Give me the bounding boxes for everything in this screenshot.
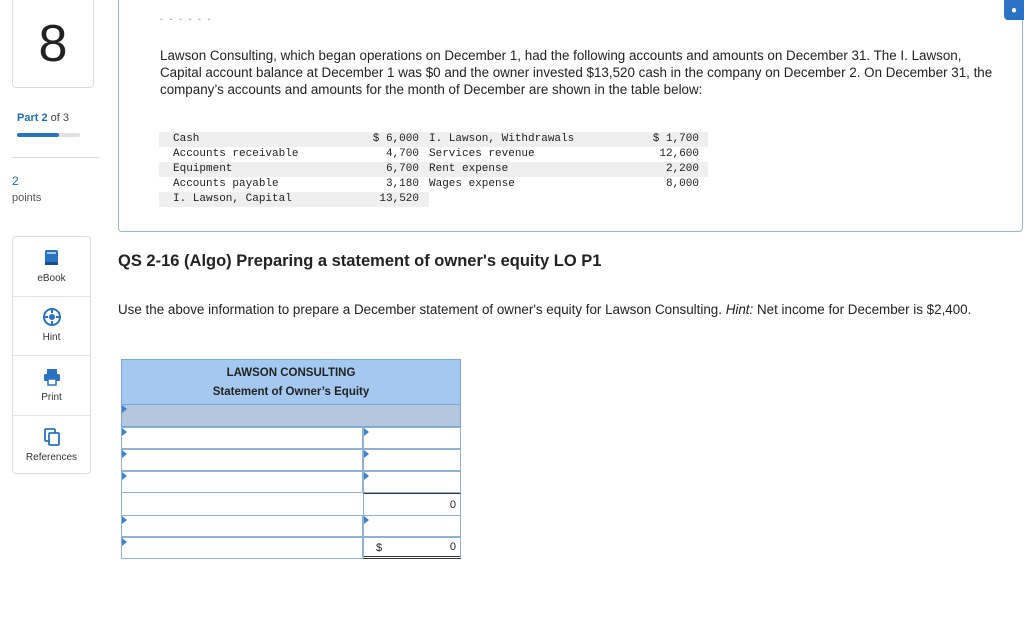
table-row (159, 162, 708, 177)
tools-panel (12, 236, 91, 474)
printer-icon (43, 368, 61, 386)
hint-text: Net income for December is $2,400. (757, 302, 972, 317)
part-number: 2 (41, 112, 48, 124)
account-name: Services revenue (429, 148, 535, 160)
points-label: points (12, 192, 42, 204)
table-row (159, 132, 708, 147)
references-label: References (25, 451, 78, 463)
hint-label: Hint (42, 332, 61, 344)
part-of-text: of 3 (50, 112, 70, 124)
account-name: Rent expense (429, 163, 509, 175)
account-amount: 2,200 (665, 163, 699, 175)
instructions-text: Use the above information to prepare a December statement of owner's equity for Lawson Consulting. (118, 302, 722, 317)
part-progress-bar (17, 133, 80, 137)
worksheet-header (121, 359, 461, 405)
worksheet-row (121, 427, 461, 449)
table-row (159, 147, 708, 162)
ebook-label: eBook (37, 272, 66, 284)
references-icon (43, 428, 61, 446)
corner-icon: ● (1010, 4, 1018, 16)
subtotal-value: 0 (363, 493, 461, 515)
question-title: QS 2-16 (Algo) Preparing a statement of owner's equity LO P1 (118, 252, 602, 270)
amount-input[interactable] (363, 449, 461, 471)
account-name: I. Lawson, Capital (173, 193, 292, 205)
points-value: 2 (12, 174, 19, 188)
worksheet-subtotal-row (121, 493, 461, 515)
dropdown-marker-icon (364, 450, 369, 458)
worksheet-row (121, 449, 461, 471)
account-name: Accounts payable (173, 178, 279, 190)
statement-worksheet (121, 359, 461, 559)
hint-icon (43, 308, 61, 326)
dropdown-marker-icon (364, 428, 369, 436)
dropdown-marker-icon (122, 538, 127, 546)
subtotal-label-cell (121, 493, 363, 515)
account-amount: 4,700 (385, 148, 419, 160)
dropdown-marker-icon (364, 516, 369, 524)
print-label: Print (41, 391, 62, 403)
account-amount: 12,600 (659, 148, 699, 160)
currency-symbol: $ (376, 542, 383, 554)
dropdown-marker-icon (122, 450, 127, 458)
label-dropdown[interactable] (121, 537, 363, 559)
cut-off-text: - - - - - - (160, 14, 213, 24)
account-amount: 8,000 (665, 178, 699, 190)
book-icon (43, 249, 61, 267)
part-progress-fill (17, 133, 59, 137)
worksheet-row (121, 471, 461, 493)
account-name: Accounts receivable (173, 148, 299, 160)
print-button[interactable] (13, 356, 90, 416)
dropdown-marker-icon (122, 405, 127, 413)
corner-button[interactable] (1004, 0, 1024, 20)
references-button[interactable] (13, 416, 90, 476)
dropdown-marker-icon (364, 472, 369, 480)
account-name: Equipment (173, 163, 233, 175)
hint-label-inline: Hint: (725, 302, 754, 317)
total-value: 0 (449, 541, 456, 553)
rail-divider (12, 157, 99, 158)
table-row (159, 177, 708, 192)
dropdown-marker-icon (122, 516, 127, 524)
accounts-table (159, 132, 708, 207)
account-name: Cash (173, 133, 200, 145)
table-row (159, 192, 429, 207)
company-name: LAWSON CONSULTING (226, 366, 356, 379)
part-label: Part (17, 112, 39, 124)
label-dropdown[interactable] (121, 515, 363, 537)
amount-input[interactable] (363, 515, 461, 537)
dropdown-marker-icon (122, 428, 127, 436)
part-indicator (17, 112, 69, 124)
instructions (118, 301, 1023, 318)
amount-input[interactable] (363, 427, 461, 449)
label-dropdown[interactable] (121, 471, 363, 493)
total-value-cell (363, 537, 461, 559)
label-dropdown[interactable] (121, 449, 363, 471)
account-amount: $ 1,700 (652, 133, 699, 145)
dropdown-marker-icon (122, 472, 127, 480)
hint-button[interactable] (13, 297, 90, 357)
ebook-button[interactable] (13, 237, 90, 297)
worksheet-row (121, 515, 461, 537)
account-amount: 6,700 (385, 163, 419, 175)
account-amount: 13,520 (379, 193, 419, 205)
account-amount: 3,180 (385, 178, 419, 190)
statement-title: Statement of Owner’s Equity (212, 385, 370, 398)
problem-intro: Lawson Consulting, which began operations on December 1, had the following accounts and amounts on December 31. The I. Lawson, Capital account balance at December 1 was $0 and the owner invested $13,520 cash in the company on December 2. On December 31, the company’s accounts and amounts for the month of December are shown in the table below: (160, 48, 993, 97)
question-number: 8 (12, 0, 94, 88)
amount-input[interactable] (363, 471, 461, 493)
label-dropdown[interactable] (121, 427, 363, 449)
account-amount: $ 6,000 (372, 133, 419, 145)
period-dropdown[interactable] (121, 405, 461, 427)
worksheet-total-row (121, 537, 461, 559)
account-name: Wages expense (429, 178, 515, 190)
account-name: I. Lawson, Withdrawals (429, 133, 575, 145)
